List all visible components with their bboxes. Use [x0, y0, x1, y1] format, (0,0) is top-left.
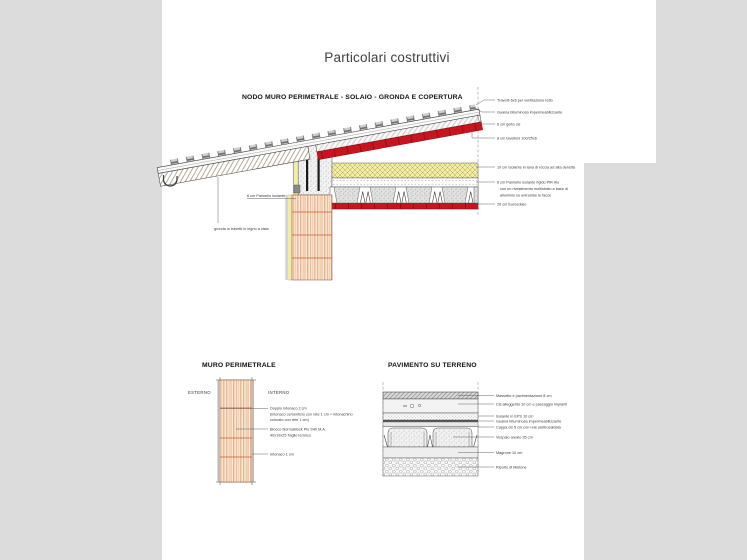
floor-layers: [383, 392, 478, 476]
label-eps: Isolante in EPS 10 cm: [496, 414, 534, 419]
eurosolaio: [330, 187, 478, 209]
label-interno: INTERNO: [268, 390, 290, 395]
cls-alleggerito-layer: [383, 399, 478, 413]
wall-section: [216, 377, 256, 485]
label-tavelloni: 8 cm tavelloni 100/25x6: [497, 136, 537, 141]
muro-perimetrale-drawing: [185, 375, 385, 495]
label-intonaco: Intonaco 1 cm: [270, 452, 294, 457]
page-title: Particolari costruttivi: [324, 50, 450, 65]
label-lana-roccia: 10 cm Isolante in lana di roccia ad alta densità: [497, 165, 575, 170]
label-cappa: Cappa cls 5 cm con rete elettrosaldata: [496, 425, 561, 430]
vespaio-dome: [433, 428, 472, 447]
node-detail-heading: NODO MURO PERIMETRALE - SOLAIO - GRONDA E COPERTURA: [242, 94, 463, 101]
rockwool-layer: [332, 163, 478, 178]
muro-heading: MURO PERIMETRALE: [202, 362, 276, 369]
label-cls-alleggerito: Cls alleggerito 10 cm e passaggio impianti: [496, 402, 568, 407]
label-doppio-intonaco-2: (intonaco cementizio con rete 1 cm + intonachino: [270, 412, 353, 417]
label-pir-2: con un rivestimento multistrato a base di: [500, 187, 568, 191]
vespaio-dome: [388, 428, 427, 447]
ceiling-assembly: [330, 163, 478, 209]
label-pir-3: alluminio su entrambe le facce: [500, 193, 552, 198]
label-guaina: Guaina bituminosa impermeabilizzante: [496, 419, 562, 424]
label-blocco-2: 40x19x25 Taglio termico: [270, 433, 311, 438]
timber-plate: [294, 185, 300, 193]
label-pir-1: 6 cm Pannello isolante rigido PIR Alu: [497, 180, 560, 185]
label-eurosolaio: 26 cm Eurosolaio: [497, 202, 527, 207]
label-travetti: Travetti 6x6 per ventilazione tetto: [497, 98, 553, 103]
label-vespaio: Vespaio areato 35 cm: [496, 435, 533, 440]
label-riporto: Riporto di Mistone: [496, 465, 527, 470]
label-massetto: Massetto e pavimentazione 8 cm: [496, 394, 552, 398]
perimeter-wall-upper: [285, 195, 332, 280]
label-getto-cls: 6 cm getto cls: [497, 122, 521, 127]
cappa-layer: [383, 422, 478, 427]
eps-layer: [383, 413, 478, 420]
guaina-layer: [383, 420, 478, 422]
pir-layer: [332, 178, 478, 187]
label-doppio-intonaco-3: colorato con rete 1 cm): [270, 418, 309, 422]
pavimento-drawing: [378, 380, 584, 480]
label-esterno: ESTERNO: [188, 390, 211, 395]
label-gronda: gronda in travetti in legno a vista: [214, 227, 269, 231]
label-pannello-isolante: 6 cm Pannello isolante: [247, 194, 286, 198]
pavimento-heading: PAVIMENTO SU TERRENO: [388, 362, 477, 369]
label-guaina: Guaina bituminosa impermeabilizzante: [497, 110, 563, 115]
label-blocco-1: Blocco Normablock Più S40 M.A.: [270, 427, 326, 432]
label-doppio-intonaco: Doppio intonaco 2 cm: [270, 406, 307, 411]
node-detail-drawing: [162, 85, 620, 295]
label-magrone: Magrone 10 cm: [496, 451, 523, 455]
